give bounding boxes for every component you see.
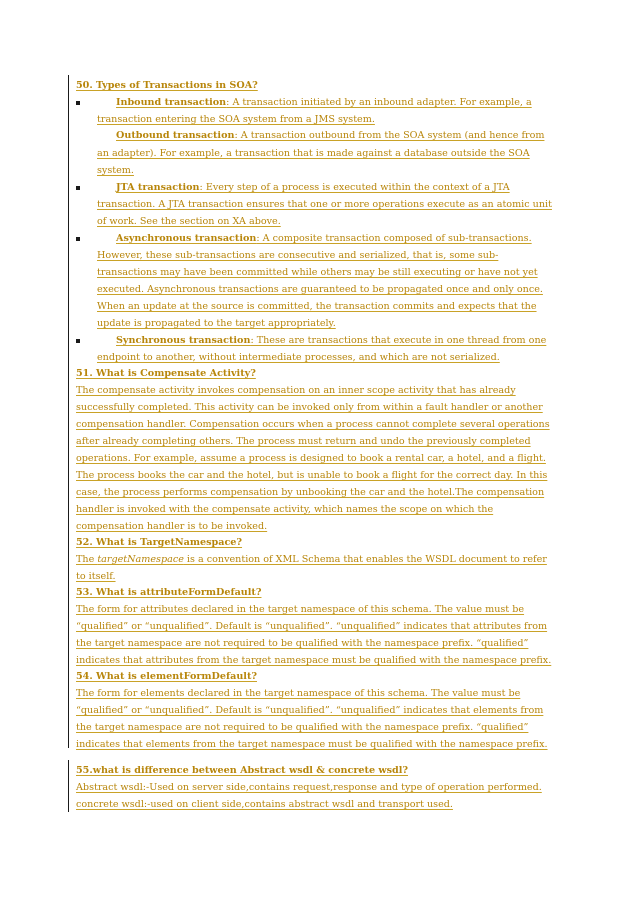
q55-line: Abstract wsdl:-Used on server side,contains request,response and type of operation performed. — [76, 782, 542, 793]
outbound-line-3: system. — [97, 165, 134, 176]
q51-line: case, the process performs compensation by unbooking the car and the hotel.The compensation — [76, 487, 545, 498]
q51-line: The process books the car and the hotel, but is unable to book a flight for the correct day. In this — [76, 470, 548, 481]
async-line-2: However, these sub-transactions are consecutive and serialized, that is, some sub- — [97, 250, 499, 261]
jta-line-1 — [116, 182, 510, 195]
outbound-term: Outbound transaction — [116, 130, 235, 141]
async-line-4: executed. Asynchronous transactions are guaranteed to be propagated once and only once. — [97, 284, 543, 295]
async-line-3: transactions may have been committed while others may be still executing or have not yet — [97, 267, 538, 278]
q53-line: The form for attributes declared in the target namespace of this schema. The value must be — [76, 604, 525, 615]
q51-line: compensation handler is to be invoked. — [76, 521, 268, 532]
question-55-heading: 55.what is difference between Abstract wsdl & concrete wsdl? — [76, 765, 409, 776]
q53-line: indicates that attributes from the target namespace must be qualified with the namespace prefix. — [76, 655, 552, 666]
q54-line: The form for elements declared in the target namespace of this schema. The value must be — [76, 688, 521, 699]
sync-text: : These are transactions that execute in one thread from one — [250, 335, 547, 346]
q55-line: concrete wsdl:-used on client side,contains abstract wsdl and transport used. — [76, 799, 453, 810]
q54-line: “qualified” or “unqualified”. Default is “unqualified”. “unqualified” indicates that elements from — [76, 705, 544, 716]
async-text: : A composite transaction composed of sub-transactions. — [256, 233, 532, 244]
jta-line-2: transaction. A JTA transaction ensures that one or more operations execute as an atomic unit — [97, 199, 552, 210]
inbound-line-1 — [116, 97, 532, 110]
q51-line: successfully completed. This activity can be invoked only from within a fault handler or another — [76, 402, 543, 413]
left-margin-bar — [68, 760, 69, 812]
inbound-text: : A transaction initiated by an inbound adapter. For example, a — [226, 97, 532, 108]
jta-line-3: of work. See the section on XA above. — [97, 216, 281, 227]
q52-text: is a convention of XML Schema that enables the WSDL document to refer — [183, 554, 547, 565]
q53-line: “qualified” or “unqualified”. Default is “unqualified”. “unqualified” indicates that attributes from — [76, 621, 548, 632]
question-52-heading: 52. What is TargetNamespace? — [76, 537, 243, 548]
inbound-line-2: transaction entering the SOA system from a JMS system. — [97, 114, 375, 125]
q51-line: after already completing others. The process must return and undo the previously completed — [76, 436, 531, 447]
q52-pre: The — [76, 554, 98, 565]
async-line-5: When an update at the source is committed, the transaction commits and expects that the — [97, 301, 537, 312]
bullet-icon — [76, 339, 80, 343]
jta-term: JTA transaction — [116, 182, 200, 193]
jta-text: : Every step of a process is executed within the context of a JTA — [199, 182, 510, 193]
sync-term: Synchronous transaction — [116, 335, 251, 346]
inbound-term: Inbound transaction — [116, 97, 227, 108]
question-51-heading: 51. What is Compensate Activity? — [76, 368, 256, 379]
q53-line: the target namespace are not required to be qualified with the namespace prefix. “qualified” — [76, 638, 529, 649]
q51-line: operations. For example, assume a process is designed to book a rental car, a hotel, and a flight. — [76, 453, 546, 464]
q51-line: handler is invoked with the compensate activity, which names the scope on which the — [76, 504, 494, 515]
q52-line-1 — [76, 554, 547, 567]
question-54-heading: 54. What is elementFormDefault? — [76, 671, 257, 682]
sync-line-1 — [116, 335, 546, 348]
q51-line: The compensate activity invokes compensation on an inner scope activity that has already — [76, 385, 516, 396]
sync-line-2: endpoint to another, without intermediate processes, and which are not serialized. — [97, 352, 500, 363]
q51-line: compensation handler. Compensation occurs when a process cannot complete several operations — [76, 419, 550, 430]
async-line-6: update is propagated to the target appropriately. — [97, 318, 336, 329]
bullet-icon — [76, 237, 80, 241]
bullet-icon — [76, 186, 80, 190]
q52-line-2: to itself. — [76, 571, 116, 582]
bullet-icon — [76, 101, 80, 105]
outbound-line-1 — [116, 130, 544, 143]
async-line-1 — [116, 233, 532, 246]
q54-line: indicates that elements from the target namespace must be qualified with the namespace prefix. — [76, 739, 548, 750]
question-50-heading: 50. Types of Transactions in SOA? — [76, 80, 258, 91]
q52-term: targetNamespace — [97, 554, 184, 565]
question-53-heading: 53. What is attributeFormDefault? — [76, 587, 262, 598]
outbound-line-2: an adapter). For example, a transaction that is made against a database outside the SOA — [97, 148, 530, 159]
async-term: Asynchronous transaction — [116, 233, 257, 244]
left-margin-bar — [68, 75, 69, 748]
outbound-text: : A transaction outbound from the SOA system (and hence from — [234, 130, 545, 141]
q54-line: the target namespace are not required to be qualified with the namespace prefix. “qualified” — [76, 722, 529, 733]
